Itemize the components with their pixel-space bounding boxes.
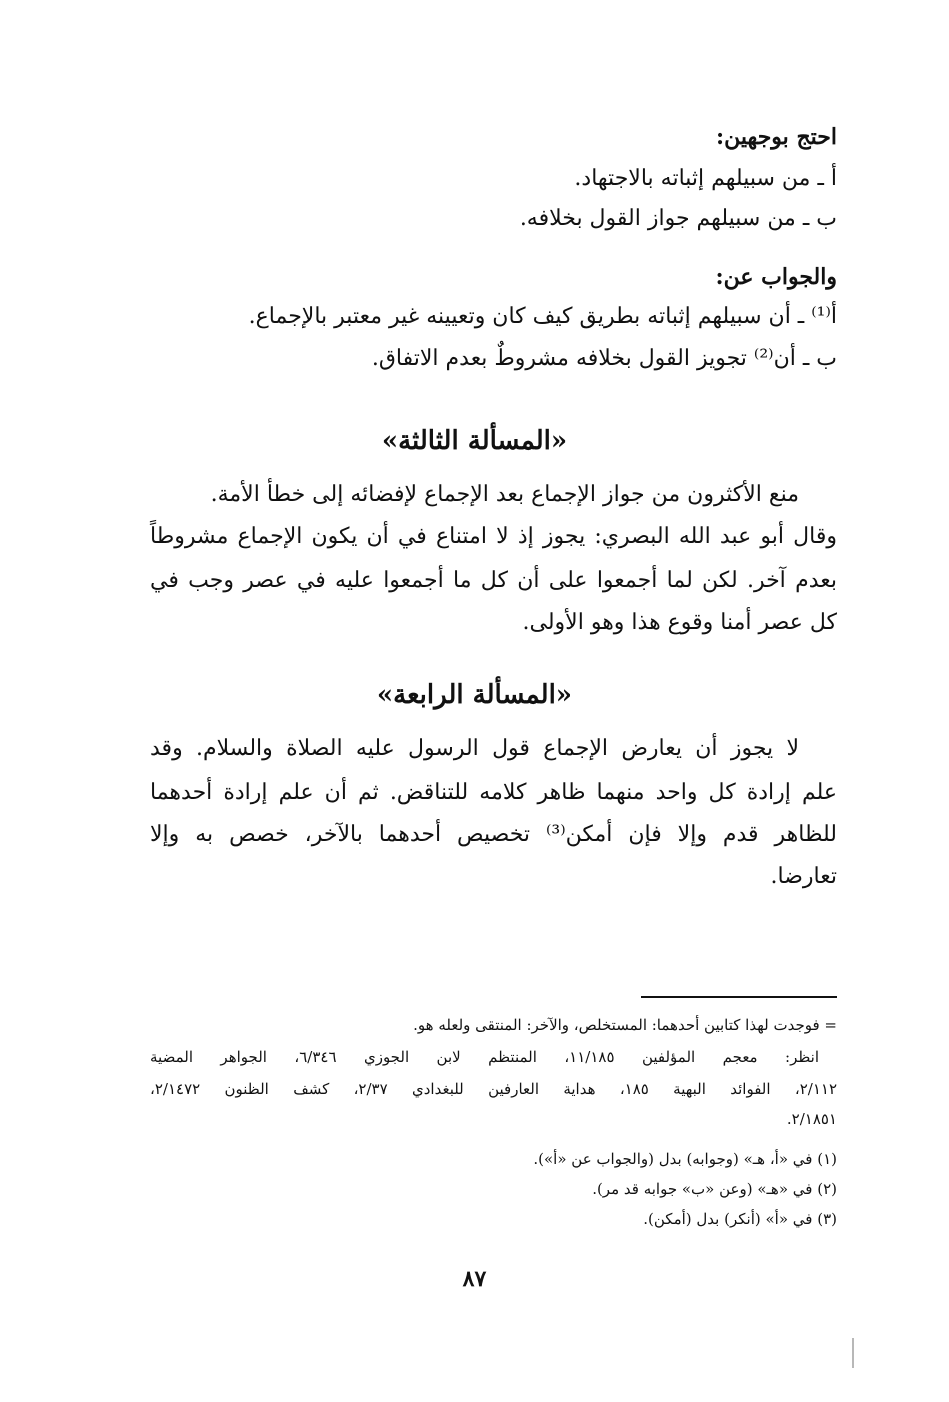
answer-item-a: أ⁽¹⁾ ـ أن سبيلهم إثباته بطريق كيف كان وتعيينه غير معتبر بالإجماع. (248, 304, 837, 329)
masala-3-line-1: منع الأكثرون من جواز الإجماع بعد الإجماع لإفضائه إلى خطأ الأمة. (210, 482, 799, 507)
masala-4-line-4: تعارضا. (770, 864, 837, 889)
masala-4-line-3: للظاهر قدم وإلا فإن أمكن⁽³⁾ تخصيص أحدهما بالآخر، خصص به وإلا (150, 822, 837, 847)
page-number: ٨٧ (462, 1266, 487, 1292)
masala-4-line-1: لا يجوز أن يعارض الإجماع قول الرسول عليه الصلاة والسلام. وقد (150, 736, 799, 761)
footnote-continuation-line-4: ٢/١٨٥١. (786, 1110, 837, 1128)
section-heading-arguments: احتج بوجهين: (716, 124, 837, 150)
masala-4-title: «المسألة الرابعة» (376, 680, 573, 710)
footnote-separator (641, 996, 837, 998)
section-heading-answer: والجواب عن: (715, 264, 837, 290)
masala-3-line-3: بعدم آخر. لكن لما أجمعوا على أن كل ما أجمعوا عليه في عصر وجب في (150, 568, 837, 593)
masala-3-line-2: وقال أبو عبد الله البصري: يجوز إذ لا امتناع في أن يكون الإجماع مشروطاً (150, 524, 837, 549)
footnote-continuation-line-1: = فوجدت لهذا كتابين أحدهما: المستخلص، والآخر: المنتقى ولعله هو. (413, 1016, 837, 1034)
masala-3-line-4: كل عصر أمنا وقوع هذا وهو الأولى. (522, 610, 837, 635)
footnote-3: (٣) في «أ» (أنكر) بدل (أمكن). (643, 1210, 837, 1228)
argument-item-a: أ ـ من سبيلهم إثباته بالاجتهاد. (574, 166, 837, 191)
masala-4-line-2: علم إرادة كل واحد منهما ظاهر كلامه للتناقض. ثم أن علم إرادة أحدهما (150, 780, 837, 805)
footnote-continuation-line-3: ٢/١١٢، الفوائد البهية ١٨٥، هداية العارفين للبغدادي ٢/٣٧، كشف الظنون ٢/١٤٧٢، (150, 1080, 838, 1098)
footnote-continuation-line-2: انظر: معجم المؤلفين ١١/١٨٥، المنتظم لابن الجوزي ٦/٣٤٦، الجواهر المضية (150, 1048, 820, 1066)
answer-item-b: ب ـ أن⁽²⁾ تجويز القول بخلافه مشروطٌ بعدم الاتفاق. (371, 346, 837, 371)
masala-3-title: «المسألة الثالثة» (381, 426, 568, 456)
footnote-1: (١) في «أ، هـ» (وجوابه) بدل (والجواب عن «أ»). (533, 1150, 837, 1168)
footnote-2: (٢) في «هـ» (وعن «ب» جوابه قد مر). (592, 1180, 837, 1198)
scan-artifact-mark (852, 1338, 854, 1368)
argument-item-b: ب ـ من سبيلهم جواز القول بخلافه. (519, 206, 837, 231)
